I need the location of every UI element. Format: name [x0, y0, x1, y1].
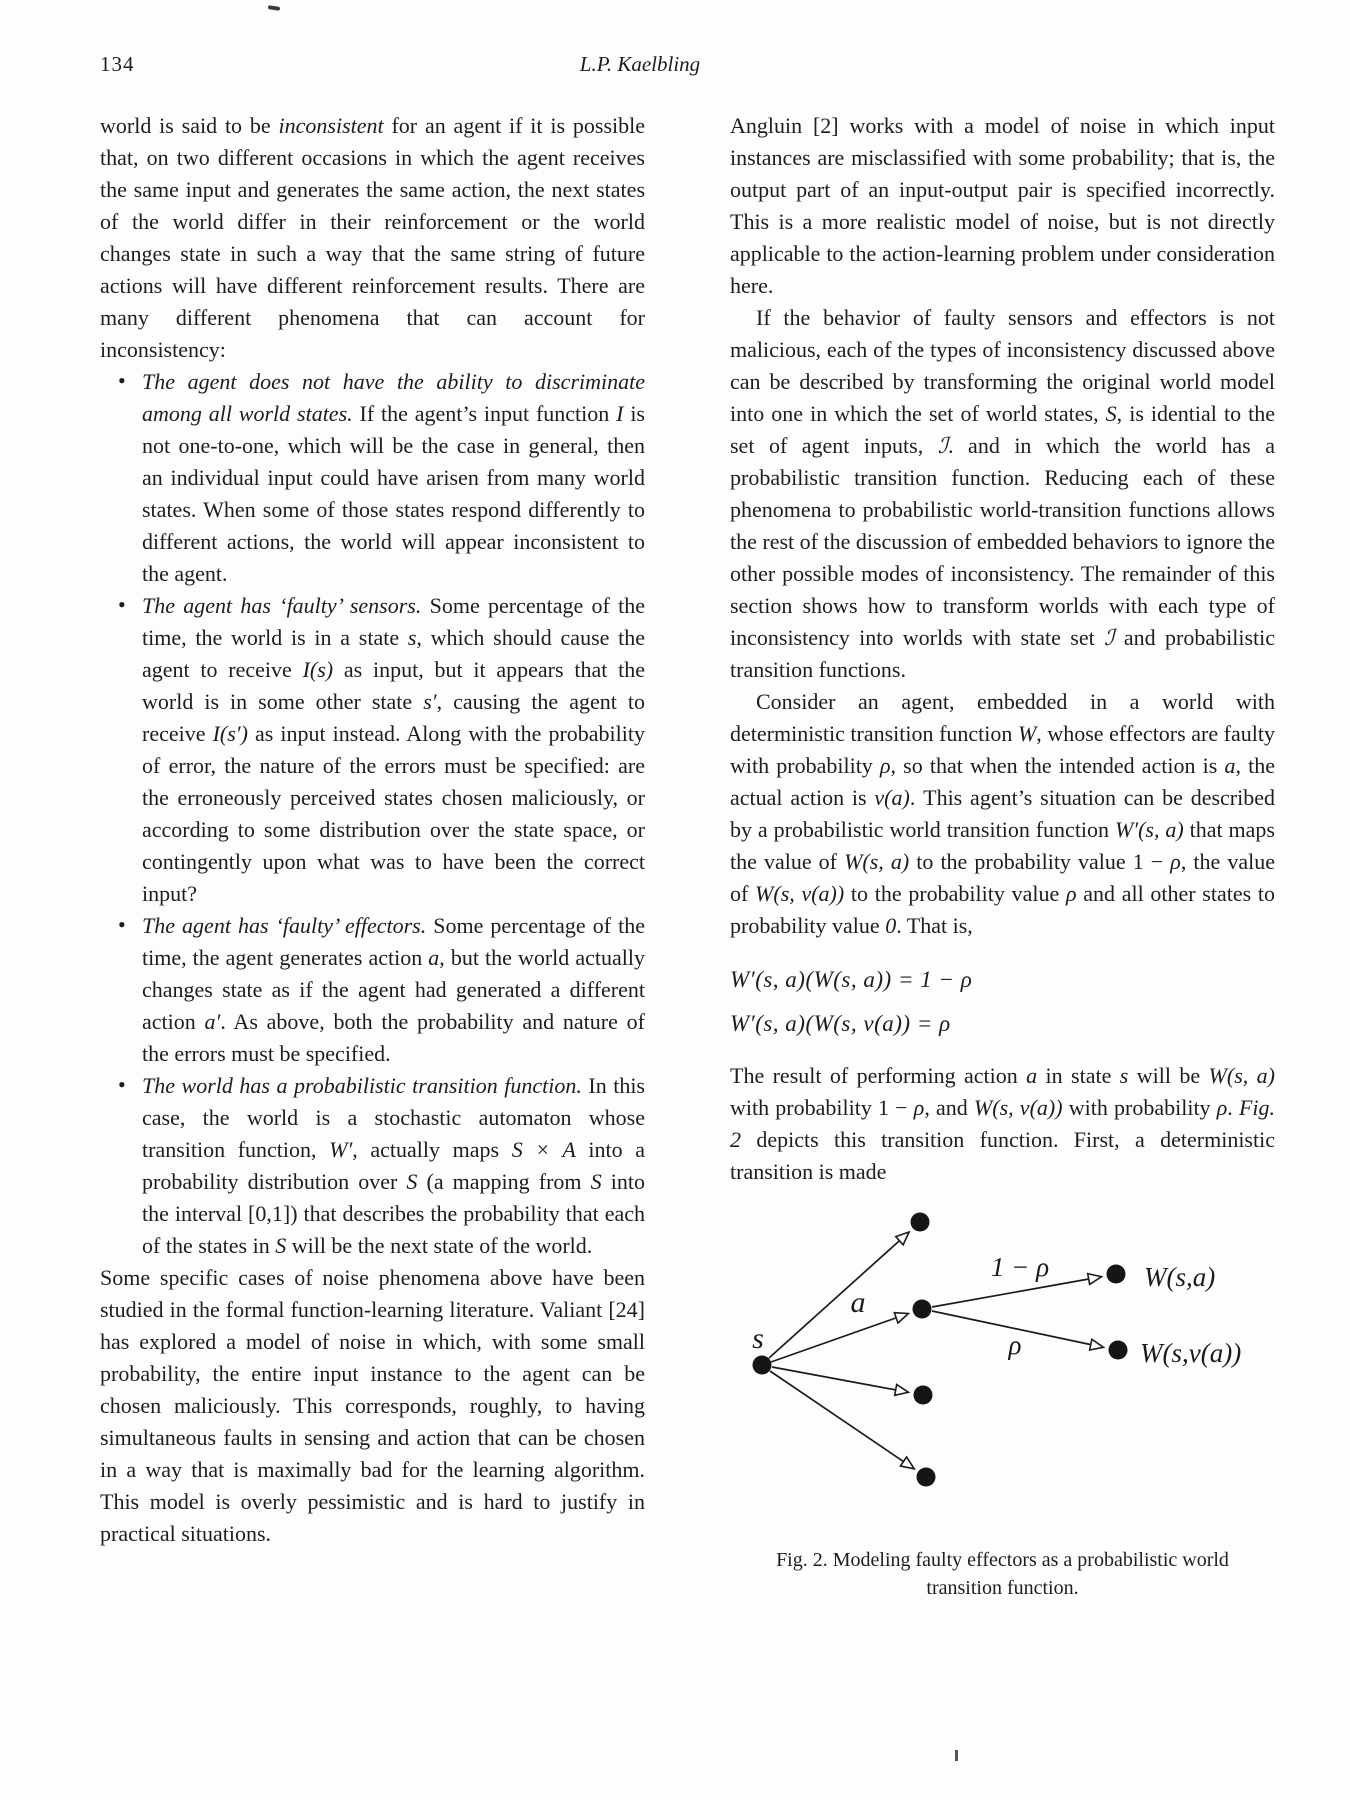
label-prob-intended: 1 − ρ	[990, 1252, 1050, 1282]
state-node-intermediate	[913, 1300, 932, 1319]
text-segment: Fig. 2	[730, 1095, 1276, 1152]
equation-block	[730, 958, 1275, 1046]
text-segment: and probabilistic transition functions.	[730, 625, 1276, 682]
text-segment: The agent has ‘faulty’ sensors.	[142, 593, 422, 618]
state-node-w-s-a	[1107, 1265, 1126, 1284]
paragraph-result	[730, 1060, 1275, 1188]
figure-2	[730, 1202, 1275, 1602]
right-column	[730, 110, 1275, 1602]
text-segment: W	[1017, 721, 1037, 746]
page-header	[0, 52, 1350, 86]
text-segment: I	[616, 401, 624, 426]
text-segment: S	[1105, 401, 1117, 426]
transition-arrow	[772, 1367, 907, 1392]
label-result-intended: W(s,a)	[1144, 1262, 1216, 1292]
text-segment: Some percentage of the time, the agent generates action	[142, 913, 645, 970]
text-segment: a	[1224, 753, 1236, 778]
running-head: L.P. Kaelbling	[579, 52, 701, 76]
paragraph-transform	[730, 302, 1275, 686]
equation-2: W′(s, a)(W(s, ν(a)) = ρ	[730, 1011, 951, 1036]
state-node	[914, 1386, 933, 1405]
text-segment: S	[590, 1169, 602, 1194]
text-segment: In this case, the world is a stochastic automaton whose transition function,	[142, 1073, 645, 1162]
list-item-faulty-sensors	[100, 590, 645, 910]
two-column-body	[100, 110, 1275, 1602]
text-segment: W′	[329, 1137, 353, 1162]
text-segment: The agent has ‘faulty’ effectors.	[142, 913, 427, 938]
text-segment: ν(a)	[874, 785, 910, 810]
text-segment: to the probability value	[844, 881, 1066, 906]
label-prob-error: ρ	[1008, 1330, 1022, 1360]
list-item-faulty-effectors	[100, 910, 645, 1070]
text-segment: a	[428, 945, 440, 970]
text-segment: If the behavior of faulty sensors and effectors is not malicious, each of the types of inconsistency discussed above can be described by transforming the original world model into one in which the set of world states,	[730, 305, 1275, 426]
label-action-a: a	[850, 1286, 866, 1319]
text-segment: s	[407, 625, 417, 650]
text-segment: that maps the value of	[730, 817, 1275, 874]
text-segment: and all other states to probability value	[730, 881, 1276, 938]
transition-arrow	[769, 1233, 908, 1358]
state-node-s	[753, 1356, 772, 1375]
text-segment: as input, but it appears that the world is in some other state	[142, 657, 645, 714]
text-segment: W(s, ν(a))	[973, 1095, 1063, 1120]
text-segment: into a probability distribution over	[142, 1137, 646, 1194]
left-column	[100, 110, 645, 1602]
text-segment: s′	[423, 689, 437, 714]
text-segment: ρ	[1170, 849, 1181, 874]
state-node	[917, 1468, 936, 1487]
text-segment: . That is,	[896, 913, 973, 938]
text-segment: Consider an agent, embedded in a world with deterministic transition function	[730, 689, 1275, 746]
text-segment: S	[275, 1233, 287, 1258]
text-segment: ρ	[1065, 881, 1077, 906]
text-segment: with probability 1 −	[730, 1095, 914, 1120]
state-node	[911, 1213, 930, 1232]
text-segment: , actually maps	[352, 1137, 512, 1162]
text-segment: into the interval [0,1]) that describes the probability that each of the states in	[142, 1169, 645, 1258]
text-segment: a	[1026, 1063, 1038, 1088]
text-segment: , is idential to the set of agent inputs,	[730, 401, 1275, 458]
transition-diagram	[730, 1202, 1290, 1522]
text-segment: , the actual action is	[730, 753, 1275, 810]
text-segment: . As above, both the probability and nature of the errors must be specified.	[142, 1009, 645, 1066]
text-segment: ρ	[1216, 1095, 1228, 1120]
transition-arrows	[769, 1233, 1102, 1468]
text-segment: , so that when the intended action is	[890, 753, 1225, 778]
list-item-probabilistic-transition	[100, 1070, 645, 1262]
text-segment: 0	[885, 913, 897, 938]
text-segment: world is said to be	[100, 113, 279, 138]
text-segment: I(s′)	[212, 721, 248, 746]
text-segment: If the agent’s input function	[352, 401, 617, 426]
text-segment: ρ	[879, 753, 891, 778]
text-segment: ℐ	[937, 433, 949, 458]
text-segment: S × A	[511, 1137, 576, 1162]
text-segment: in state	[1037, 1063, 1120, 1088]
text-segment: is not one-to-one, which will be the case in general, then an individual input could have arisen from many world states. When some of those states respond differently to different actions, the world will appear inconsistent to the agent.	[142, 401, 645, 586]
text-segment: , which should cause the agent to receive	[142, 625, 646, 682]
page-number: 134	[100, 52, 135, 76]
text-segment: ℐ	[1104, 625, 1115, 650]
text-segment: , but the world actually changes state as if the agent had generated a different action	[142, 945, 645, 1034]
list-item-discriminate	[100, 366, 645, 590]
text-segment: as input instead. Along with the probability of error, the nature of the errors must be specified: are the erroneously perceived states chosen maliciously, or according to some distribution over the state space, or contingently upon what was to have been the correct input?	[142, 721, 645, 906]
text-segment: for an agent if it is possible that, on two different occasions in which the agent receives the same input and generates the same action, the next states of the world differ in their reinforcement or the world changes state in such a way that the same string of future actions will have different reinforcement results. There are many different phenomena that can account for inconsistency:	[100, 113, 645, 362]
text-segment: with probability	[1062, 1095, 1217, 1120]
text-segment: will be the next state of the world.	[286, 1233, 593, 1258]
equation-1: W′(s, a)(W(s, a)) = 1 − ρ	[730, 967, 973, 992]
label-state-s: s	[752, 1322, 764, 1355]
scan-artifact	[268, 5, 280, 11]
text-segment: W(s, a)	[1208, 1063, 1275, 1088]
text-segment: Angluin [2] works with a model of noise in which input instances are misclassified with some probability; that is, the output part of an input-output pair is specified incorrectly. This is a more realistic model of noise, but is not directly applicable to the action-learning problem under consideration here.	[730, 113, 1275, 298]
state-node-w-s-nu-a	[1109, 1341, 1128, 1360]
paragraph-angluin	[730, 110, 1275, 302]
paragraph-closing	[100, 1262, 645, 1550]
text-segment: The world has a probabilistic transition function.	[142, 1073, 582, 1098]
text-segment: (a mapping from	[417, 1169, 591, 1194]
text-segment: s	[1119, 1063, 1129, 1088]
text-segment: The agent does not have the ability to discriminate among all world states.	[142, 369, 645, 426]
text-segment: depicts this transition function. First, a deterministic transition is made	[730, 1127, 1275, 1184]
text-segment: , the value of	[730, 849, 1275, 906]
text-segment: I(s)	[302, 657, 334, 682]
text-segment: Some percentage of the time, the world is in a state	[142, 593, 645, 650]
text-segment: inconsistent	[278, 113, 384, 138]
text-segment: ρ	[913, 1095, 925, 1120]
text-segment: will be	[1128, 1063, 1209, 1088]
text-segment: S	[406, 1169, 418, 1194]
text-segment: to the probability value 1 −	[909, 849, 1171, 874]
text-segment: W′(s, a)	[1114, 817, 1184, 842]
text-segment: , causing the agent to receive	[142, 689, 645, 746]
text-segment: W(s, a)	[844, 849, 910, 874]
figure-caption: Fig. 2. Modeling faulty effectors as a probabilistic world transition function.	[776, 1549, 1229, 1599]
paragraph-intro	[100, 110, 645, 366]
text-segment: . This agent’s situation can be described by a probabilistic world transition function	[730, 785, 1275, 842]
inconsistency-list	[100, 366, 645, 1262]
paragraph-consider-agent	[730, 686, 1275, 942]
text-segment: W(s, ν(a))	[755, 881, 845, 906]
text-segment: , whose effectors are faulty with probability	[730, 721, 1275, 778]
text-segment: . and in which the world has a probabilistic transition function. Reducing each of these phenomena to probabilistic world-transition functions allows the rest of the discussion of embedded behaviors to ignore the other possible modes of inconsistency. The remainder of this section shows how to transform worlds with each type of inconsistency into worlds with state set	[730, 433, 1275, 650]
scan-artifact	[955, 1750, 958, 1761]
text-segment: The result of performing action	[730, 1063, 1027, 1088]
text-segment: .	[1227, 1095, 1239, 1120]
text-segment: a′	[204, 1009, 221, 1034]
transition-arrow	[770, 1371, 913, 1468]
text-segment: , and	[924, 1095, 974, 1120]
label-result-error: W(s,ν(a))	[1140, 1338, 1242, 1368]
text-segment: Some specific cases of noise phenomena above have been studied in the formal function-learning literature. Valiant [24] has explored a model of noise in which, with some small probability, the entire input instance to the agent can be chosen maliciously. This corresponds, roughly, to having simultaneous faults in sensing and action that can be chosen in a way that is maximally bad for the learning algorithm. This model is overly pessimistic and is hard to justify in practical situations.	[100, 1265, 645, 1546]
